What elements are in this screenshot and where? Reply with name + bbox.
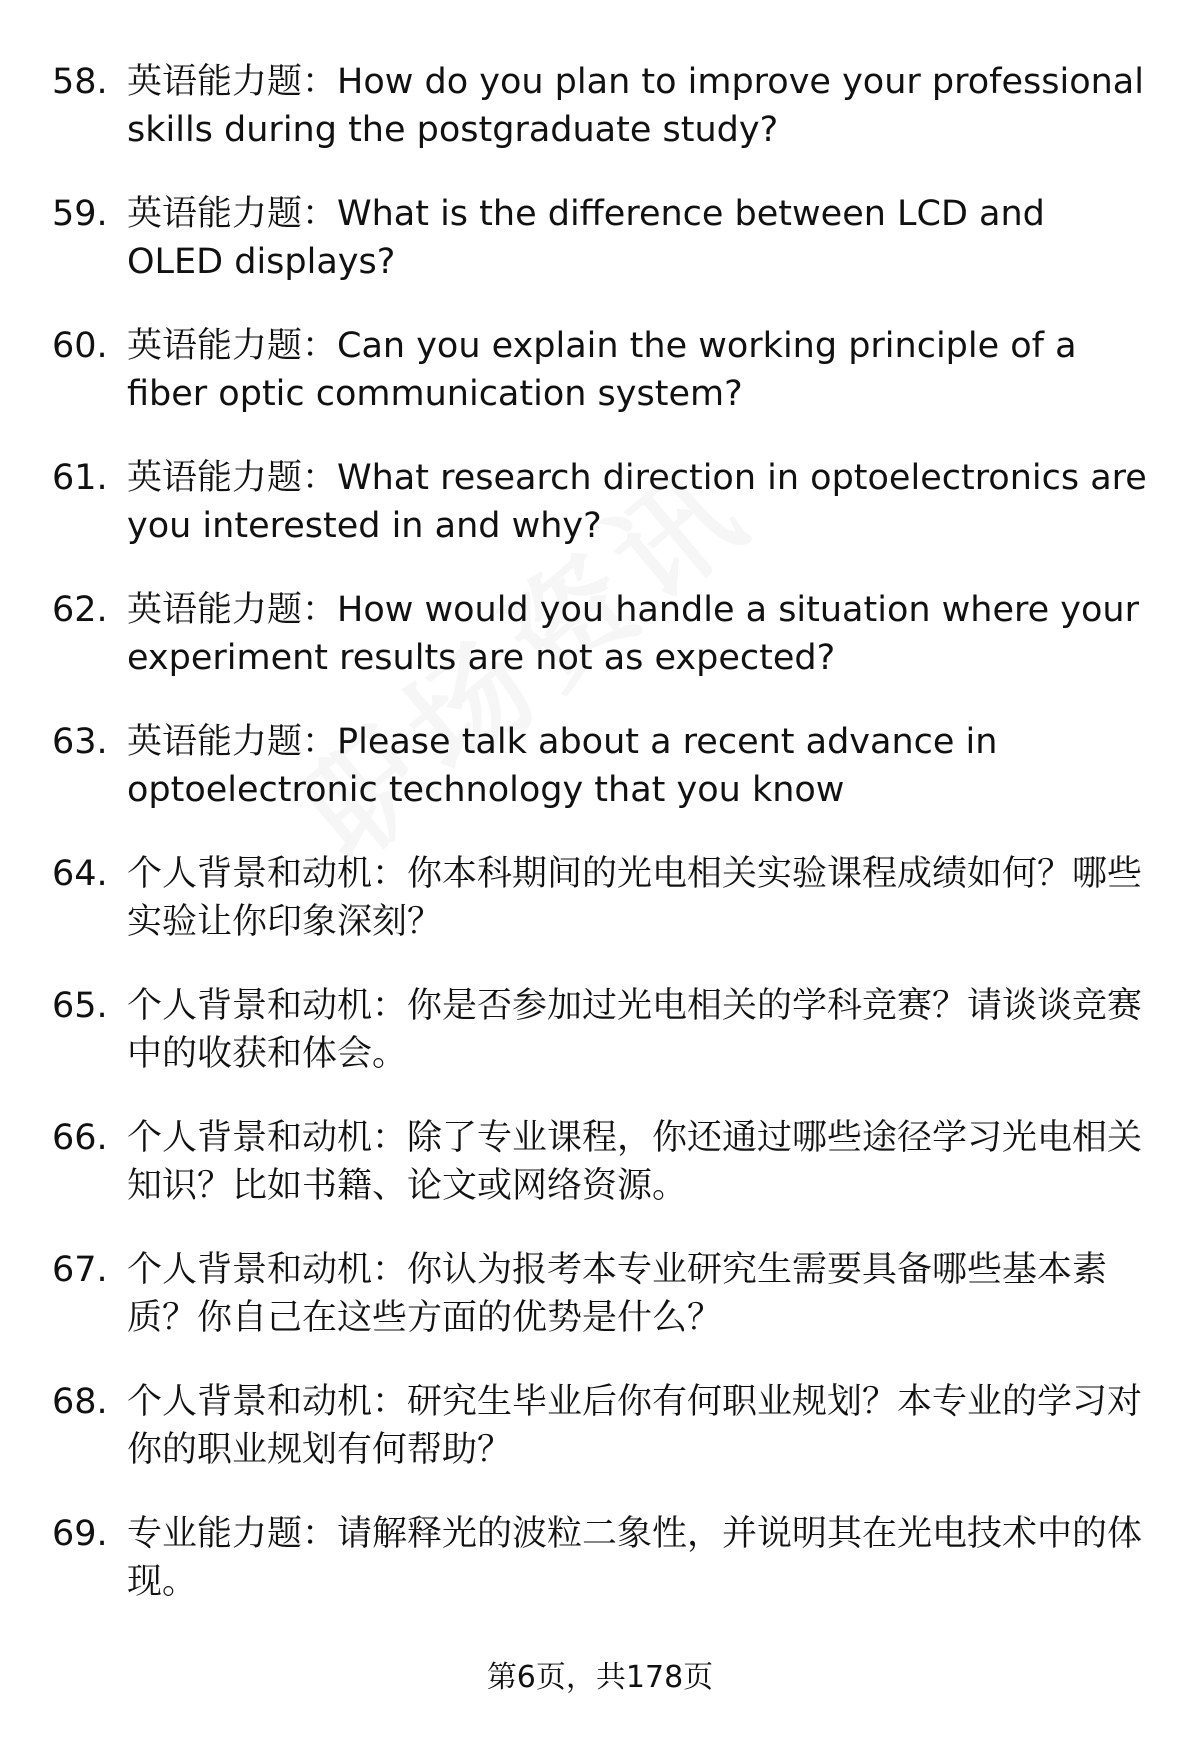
question-item (52, 1510, 1152, 1606)
question-text: 英语能力题：How would you handle a situation where your experiment results are not as expected? (127, 590, 1139, 678)
question-number: 68. (52, 1382, 108, 1422)
question-text: 英语能力题：Please talk about a recent advance in optoelectronic technology that you know (127, 722, 998, 810)
question-text: 个人背景和动机：你认为报考本专业研究生需要具备哪些基本素质？你自己在这些方面的优势是什么？ (127, 1250, 1108, 1338)
question-item (52, 1246, 1152, 1342)
question-text: 个人背景和动机：研究生毕业后你有何职业规划？本专业的学习对你的职业规划有何帮助？ (127, 1382, 1143, 1470)
question-item (52, 190, 1152, 286)
question-item (52, 586, 1152, 682)
question-number: 58. (52, 62, 108, 102)
question-item (52, 718, 1152, 814)
question-number: 61. (52, 458, 108, 498)
question-number: 59. (52, 194, 108, 234)
question-text: 专业能力题：请解释光的波粒二象性，并说明其在光电技术中的体现。 (127, 1514, 1143, 1602)
question-item (52, 1114, 1152, 1210)
page-number-label: 第6页，共178页 (486, 1660, 714, 1695)
page-footer (0, 1658, 1200, 1698)
question-item (52, 322, 1152, 418)
question-number: 64. (52, 854, 108, 894)
question-text: 个人背景和动机：除了专业课程，你还通过哪些途径学习光电相关知识？比如书籍、论文或网络资源。 (127, 1118, 1143, 1206)
question-item (52, 982, 1152, 1078)
question-text: 个人背景和动机：你本科期间的光电相关实验课程成绩如何？哪些实验让你印象深刻？ (127, 854, 1143, 942)
question-number: 69. (52, 1514, 108, 1554)
question-number: 67. (52, 1250, 108, 1290)
question-number: 65. (52, 986, 108, 1026)
question-number: 66. (52, 1118, 108, 1158)
question-item (52, 850, 1152, 946)
question-list (52, 58, 1152, 1642)
question-number: 63. (52, 722, 108, 762)
question-text: 个人背景和动机：你是否参加过光电相关的学科竞赛？请谈谈竞赛中的收获和体会。 (127, 986, 1143, 1074)
question-item (52, 58, 1152, 154)
question-text: 英语能力题：What research direction in optoelectronics are you interested in and why? (127, 458, 1147, 546)
question-text: 英语能力题：Can you explain the working principle of a fiber optic communication system? (127, 326, 1077, 414)
question-text: 英语能力题：How do you plan to improve your professional skills during the postgraduate study? (127, 62, 1144, 150)
question-item (52, 1378, 1152, 1474)
question-number: 60. (52, 326, 108, 366)
question-item (52, 454, 1152, 550)
question-number: 62. (52, 590, 108, 630)
question-text: 英语能力题：What is the difference between LCD and OLED displays? (127, 194, 1045, 282)
